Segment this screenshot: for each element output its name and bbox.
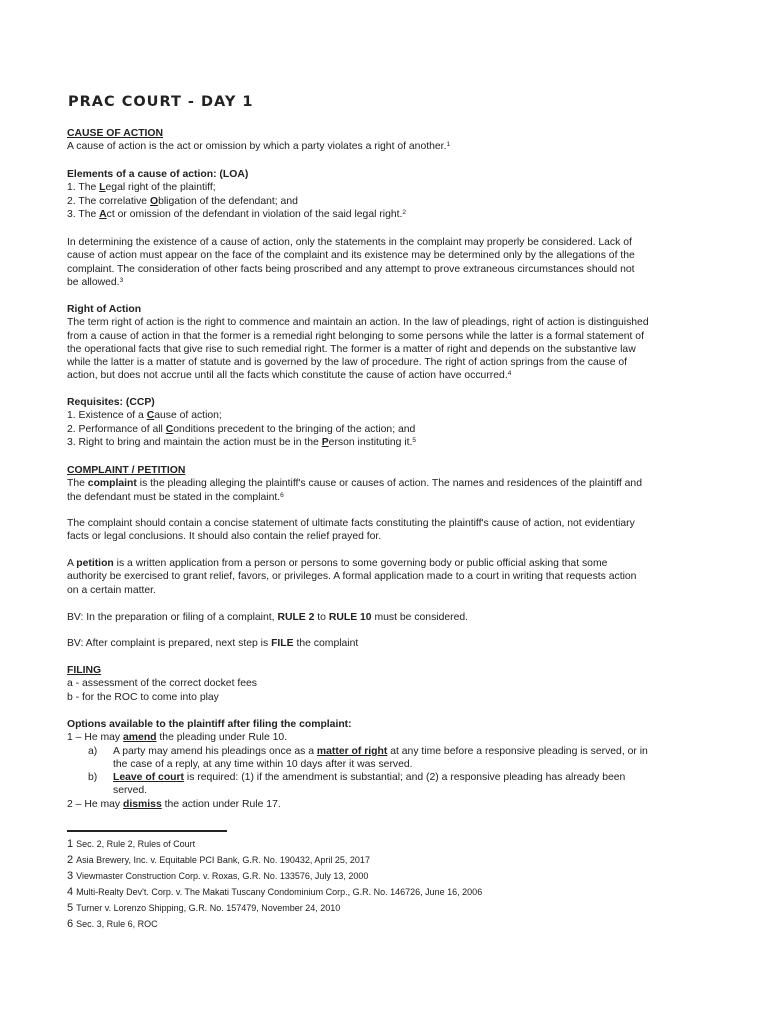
- footnote-ref: 1: [446, 141, 451, 149]
- footnote: 6 Sec. 3, Rule 6, ROC: [67, 918, 158, 930]
- footnote-ref: 4: [507, 370, 512, 378]
- list-item: 2. The correlative Obligation of the defendant; and: [67, 195, 298, 207]
- list-item: b - for the ROC to come into play: [67, 691, 219, 703]
- paragraph-line: the operational facts that give rise to such remedial right. The former is a matter of right and depends on the substantive law: [67, 343, 636, 355]
- paragraph-line: In determining the existence of a cause of action, only the statements in the complaint may properly be considered. Lack of: [67, 237, 632, 248]
- sub-item-a: a) A party may amend his pleadings once as a matter of right at any time before a responsive pleading is served, or in the case of a reply, at any time within 10 days after it was served.: [88, 746, 648, 771]
- paragraph-line: while the latter is a matter of statute and is governed by the law of procedure. The right of action springs from the cause of: [67, 357, 628, 369]
- paragraph-line: A petition is a written application from a person or persons to some governing body or public official asking that some: [67, 558, 608, 569]
- complaint-section: [67, 464, 703, 504]
- definition-text: A cause of action is the act or omission by which a party violates a right of another.$^1$: [67, 141, 451, 153]
- paragraph-line: facts or legal conclusions. It should also contain the relief prayed for.: [67, 531, 382, 543]
- list-item: a - assessment of the correct docket fees: [67, 678, 258, 690]
- list-item: 3. Right to bring and maintain the action must be in the Person instituting it.$^5$: [67, 436, 417, 448]
- footnote-ref: 2: [402, 208, 407, 216]
- paragraph-line: authority be exercised to grant relief, favors, or privileges. A formal application made to a court in writing that requests action: [67, 571, 637, 583]
- list-item: 1 – He may amend the pleading under Rule 10.: [67, 732, 288, 744]
- footnote: 5 Turner v. Lorenzo Shipping, G.R. No. 157479, November 24, 2010: [67, 902, 341, 914]
- paragraph-line: The complaint is the pleading alleging the plaintiff's cause or causes of action. The names and residences of the plaintiff and: [67, 478, 642, 490]
- paragraph-line: The term right of action is the right to commence and maintain an action. In the law of pleadings, right of action is distinguished: [67, 317, 649, 329]
- footnote-divider: [67, 830, 227, 832]
- right-of-action-section: [67, 303, 703, 383]
- section-heading: Right of Action: [67, 304, 142, 315]
- list-item: 1. The Legal right of the plaintiff;: [67, 182, 216, 194]
- paragraph-line: complaint. The consideration of other facts being proscribed and any attempt to prove extraneous circumstances should not: [67, 263, 635, 275]
- bar-note-file: BV: After complaint is prepared, next step is FILE the complaint: [67, 638, 359, 649]
- petition-paragraph: [67, 557, 703, 597]
- footnote-ref: 6: [280, 491, 284, 499]
- list-item: 2 – He may dismiss the action under Rule 17.: [67, 799, 281, 810]
- footnote-ref: 3: [119, 276, 124, 284]
- list-item: 2. Performance of all Conditions precedent to the bringing of the action; and: [67, 423, 416, 435]
- options-section: [67, 718, 703, 745]
- paragraph-line: be allowed.$^3$: [67, 276, 124, 288]
- list-item: 1. Existence of a Cause of action;: [67, 410, 222, 422]
- section-heading: Elements of a cause of action: (LOA): [67, 169, 249, 180]
- requisites-section: [67, 396, 703, 449]
- footnote: 4 Multi-Realty Dev't. Corp. v. The Makati Tuscany Condominium Corp., G.R. No. 146726, June 16, 2006: [67, 886, 483, 898]
- section-heading: CAUSE OF ACTION: [67, 128, 164, 139]
- footnote-ref: 5: [412, 436, 417, 444]
- list-item: 3. The Act or omission of the defendant in violation of the said legal right.$^2$: [67, 208, 407, 220]
- elements-section: [67, 168, 703, 221]
- paragraph-line: from a cause of action in that the former is a remedial right belonging to some persons while the latter is a formal statement of: [67, 330, 644, 342]
- section-heading: COMPLAINT / PETITION: [67, 465, 186, 476]
- bar-note-rules: BV: In the preparation or filing of a complaint, RULE 2 to RULE 10 must be considered.: [67, 612, 469, 623]
- paragraph-line: cause of action must appear on the face of the complaint and its existence may be determined only by the allegations of the: [67, 250, 635, 262]
- sub-item-b: b) Leave of court is required: (1) if the amendment is substantial; and (2) a responsive pleading has already been served.: [88, 772, 626, 797]
- option-2: [67, 798, 703, 811]
- complaint-contents-paragraph: [67, 517, 703, 544]
- document-title: PRAC COURT - DAY 1: [68, 94, 254, 110]
- section-heading: Requisites: (CCP): [67, 397, 155, 408]
- section-heading: FILING: [67, 665, 102, 676]
- paragraph-line: The complaint should contain a concise statement of ultimate facts constituting the plaintiff's cause of action, not evidentiary: [67, 518, 635, 529]
- footnote: 1 Sec. 2, Rule 2, Rules of Court: [67, 838, 196, 850]
- footnote: 2 Asia Brewery, Inc. v. Equitable PCI Bank, G.R. No. 190432, April 25, 2017: [67, 854, 370, 866]
- section-heading: Options available to the plaintiff after filing the complaint:: [67, 719, 352, 730]
- cause-of-action-section: [67, 127, 703, 154]
- paragraph-line: on a certain matter.: [67, 584, 156, 596]
- paragraph-line: action, but does not accrue until all the facts which constitute the cause of action have occurred.$^4$: [67, 370, 512, 382]
- filing-section: [67, 664, 703, 704]
- existence-paragraph: [67, 236, 703, 289]
- footnote: 3 Viewmaster Construction Corp. v. Roxas, G.R. No. 133576, July 13, 2000: [67, 870, 369, 882]
- paragraph-line: the defendant must be stated in the complaint.$^6$: [67, 491, 284, 503]
